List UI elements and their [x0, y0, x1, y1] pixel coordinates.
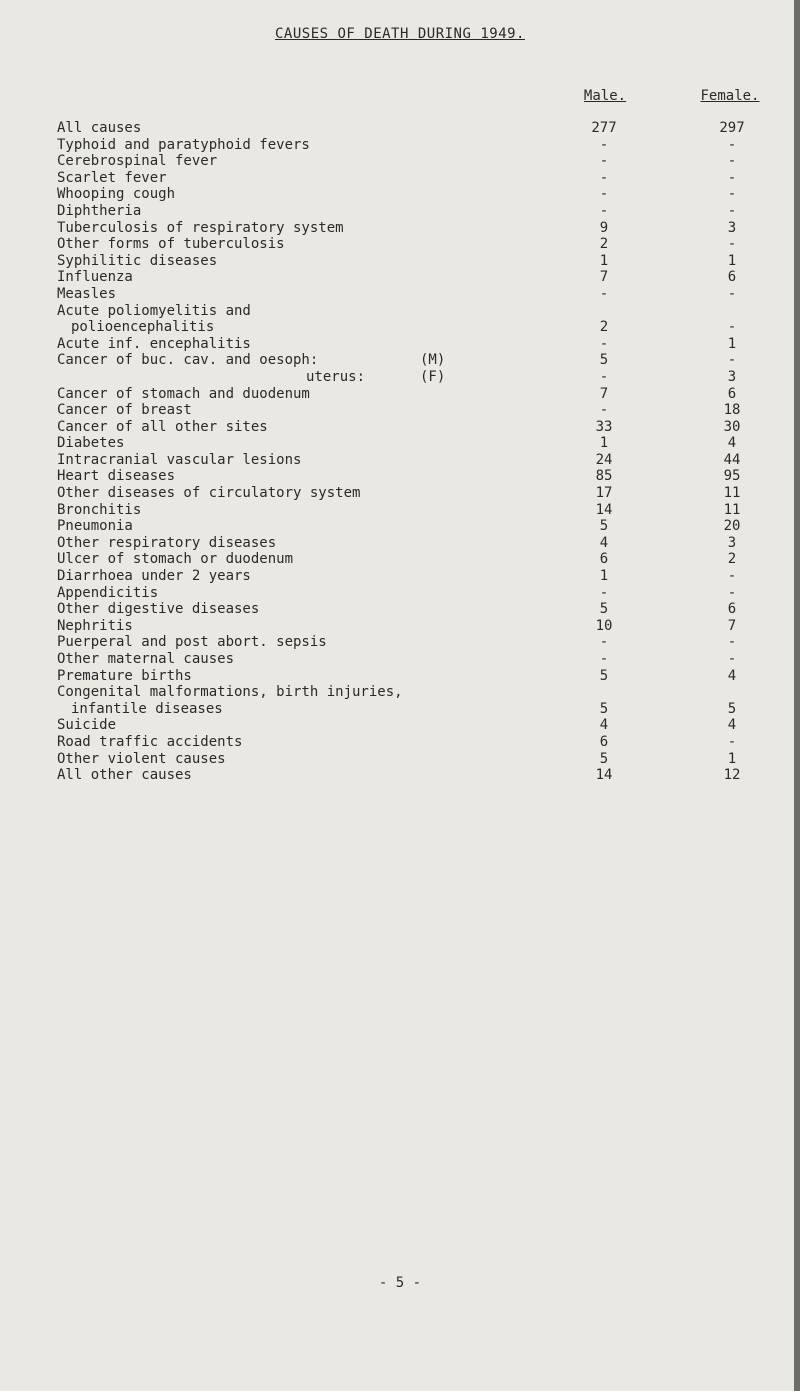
male-count: -	[599, 169, 609, 186]
female-count: 95	[723, 468, 741, 485]
female-count: 12	[723, 767, 741, 784]
male-count: 5	[599, 667, 609, 684]
cause-label: Other respiratory diseases	[57, 534, 277, 551]
cause-label: Bronchitis	[57, 501, 142, 518]
male-count: 33	[595, 418, 613, 435]
table-row	[0, 220, 800, 237]
male-count: 5	[599, 750, 609, 767]
table-row	[0, 717, 800, 734]
cause-label: Other digestive diseases	[57, 601, 260, 618]
female-count: 5	[727, 700, 737, 717]
cause-label: Premature births	[57, 667, 192, 684]
table-row	[0, 386, 800, 403]
female-count: -	[727, 319, 737, 336]
cause-label: Scarlet fever	[57, 169, 167, 186]
male-count: 85	[595, 468, 613, 485]
female-count: -	[727, 568, 737, 585]
table-row	[0, 601, 800, 618]
male-count: 17	[595, 485, 613, 502]
page-title: CAUSES OF DEATH DURING 1949.	[274, 26, 525, 42]
female-count: 1	[727, 335, 737, 352]
female-count: 11	[723, 501, 741, 518]
cause-label: Acute inf. encephalitis	[57, 335, 251, 352]
female-count: 7	[727, 617, 737, 634]
female-count: -	[727, 186, 737, 203]
cause-label: Cancer of stomach and duodenum	[57, 385, 310, 402]
male-count: 7	[599, 385, 609, 402]
female-count: 297	[719, 120, 745, 136]
table-row	[0, 618, 800, 635]
table-row	[0, 701, 800, 718]
table-row	[0, 236, 800, 253]
male-count: 1	[599, 252, 609, 269]
table-row	[0, 485, 800, 502]
female-count: -	[727, 285, 737, 302]
cause-label: Cerebrospinal fever	[57, 153, 218, 170]
male-count: 5	[599, 601, 609, 618]
cause-label: Syphilitic diseases	[57, 252, 218, 269]
male-count: 6	[599, 733, 609, 750]
table-row	[0, 319, 800, 336]
female-count: -	[727, 236, 737, 253]
female-count: 2	[727, 551, 737, 568]
cause-label: Other diseases of circulatory system	[57, 485, 361, 502]
table-row	[0, 535, 800, 552]
female-count: 44	[723, 451, 741, 468]
cause-label: Puerperal and post abort. sepsis	[57, 634, 327, 651]
female-count: 1	[727, 252, 737, 269]
table-row	[0, 568, 800, 585]
table-row	[0, 435, 800, 452]
table-row	[0, 518, 800, 535]
cause-label: Diphtheria	[57, 202, 142, 219]
cause-label: Cancer of all other sites	[57, 418, 268, 435]
male-count: -	[599, 186, 609, 203]
table-row	[0, 253, 800, 270]
female-count: -	[727, 153, 737, 170]
male-count: 4	[599, 534, 609, 551]
causes-table	[0, 120, 800, 784]
female-count: 11	[723, 485, 741, 502]
table-row	[0, 286, 800, 303]
table-row	[0, 369, 800, 386]
female-count: 3	[727, 368, 737, 385]
male-count: 5	[599, 518, 609, 535]
cause-label: Ulcer of stomach or duodenum	[57, 551, 294, 568]
male-count: 2	[599, 319, 609, 336]
table-row	[0, 153, 800, 170]
cause-label: Nephritis	[57, 617, 133, 634]
male-count: 9	[599, 219, 609, 236]
female-count: -	[727, 169, 737, 186]
cause-label: infantile diseases	[71, 700, 223, 717]
page-number: - 5 -	[378, 1275, 422, 1291]
table-row	[0, 352, 800, 369]
female-count: 30	[723, 418, 741, 435]
male-count: 14	[595, 501, 613, 518]
table-row	[0, 120, 800, 137]
table-row	[0, 468, 800, 485]
male-count: 24	[595, 451, 613, 468]
sex-marker: (F)	[420, 368, 446, 385]
table-row	[0, 734, 800, 751]
male-count: -	[599, 402, 609, 419]
cause-label: Other forms of tuberculosis	[57, 236, 285, 253]
female-count: 6	[727, 269, 737, 286]
female-count: 3	[727, 534, 737, 551]
female-count: -	[727, 733, 737, 750]
female-count: 6	[727, 601, 737, 618]
male-count: 7	[599, 269, 609, 286]
table-row	[0, 684, 800, 701]
male-count: 5	[599, 352, 609, 369]
table-row	[0, 203, 800, 220]
table-row	[0, 751, 800, 768]
female-count: 1	[727, 750, 737, 767]
cause-label: Whooping cough	[57, 186, 176, 203]
cause-label: Suicide	[57, 717, 117, 734]
table-row	[0, 186, 800, 203]
female-count: -	[727, 584, 737, 601]
table-row	[0, 551, 800, 568]
table-row	[0, 170, 800, 187]
male-count: 5	[599, 700, 609, 717]
table-row	[0, 303, 800, 320]
table-row	[0, 137, 800, 154]
cause-label: Pneumonia	[57, 518, 133, 535]
male-count: -	[599, 285, 609, 302]
cause-label: Other maternal causes	[57, 651, 235, 667]
table-row	[0, 767, 800, 784]
male-count: -	[599, 634, 609, 651]
table-row	[0, 452, 800, 469]
female-count: 4	[727, 435, 737, 452]
column-header-male: Male.	[583, 88, 627, 104]
cause-label: Measles	[57, 285, 117, 302]
male-count: 1	[599, 568, 609, 585]
female-count: 4	[727, 717, 737, 734]
cause-label: Acute poliomyelitis and	[57, 302, 251, 319]
male-count: -	[599, 651, 609, 667]
table-row	[0, 336, 800, 353]
cause-label: polioencephalitis	[71, 319, 215, 336]
table-row	[0, 502, 800, 519]
male-count: -	[599, 136, 609, 153]
male-count: 10	[595, 617, 613, 634]
cause-label: Intracranial vascular lesions	[57, 451, 302, 468]
male-count: 14	[595, 767, 613, 784]
male-count: 6	[599, 551, 609, 568]
male-count: -	[599, 335, 609, 352]
table-row	[0, 634, 800, 651]
cause-label: Heart diseases	[57, 468, 176, 485]
female-count: -	[727, 651, 737, 667]
male-count: -	[599, 153, 609, 170]
female-count: -	[727, 136, 737, 153]
female-count: -	[727, 352, 737, 369]
female-count: -	[727, 202, 737, 219]
female-count: 6	[727, 385, 737, 402]
cause-label: Typhoid and paratyphoid fevers	[57, 136, 310, 153]
cause-label: uterus:	[306, 368, 366, 385]
male-count: -	[599, 368, 609, 385]
cause-label: Cancer of buc. cav. and oesoph:	[57, 352, 319, 369]
male-count: -	[599, 202, 609, 219]
female-count: 18	[723, 402, 741, 419]
table-row	[0, 419, 800, 436]
cause-label: All causes	[57, 120, 142, 136]
cause-label: Diabetes	[57, 435, 125, 452]
column-header-female: Female.	[700, 88, 760, 104]
table-row	[0, 269, 800, 286]
male-count: 277	[591, 120, 617, 136]
female-count: 20	[723, 518, 741, 535]
female-count: 3	[727, 219, 737, 236]
male-count: 1	[599, 435, 609, 452]
cause-label: Appendicitis	[57, 584, 159, 601]
male-count: 2	[599, 236, 609, 253]
table-row	[0, 585, 800, 602]
male-count: -	[599, 584, 609, 601]
cause-label: Tuberculosis of respiratory system	[57, 219, 344, 236]
table-row	[0, 651, 800, 668]
cause-label: Cancer of breast	[57, 402, 192, 419]
cause-label: Other violent causes	[57, 750, 226, 767]
table-row	[0, 402, 800, 419]
female-count: -	[727, 634, 737, 651]
sex-marker: (M)	[420, 352, 446, 369]
male-count: 4	[599, 717, 609, 734]
cause-label: Influenza	[57, 269, 133, 286]
cause-label: All other causes	[57, 767, 192, 784]
female-count: 4	[727, 667, 737, 684]
cause-label: Road traffic accidents	[57, 733, 243, 750]
cause-label: Diarrhoea under 2 years	[57, 568, 251, 585]
cause-label: Congenital malformations, birth injuries,	[57, 684, 403, 701]
table-row	[0, 668, 800, 685]
